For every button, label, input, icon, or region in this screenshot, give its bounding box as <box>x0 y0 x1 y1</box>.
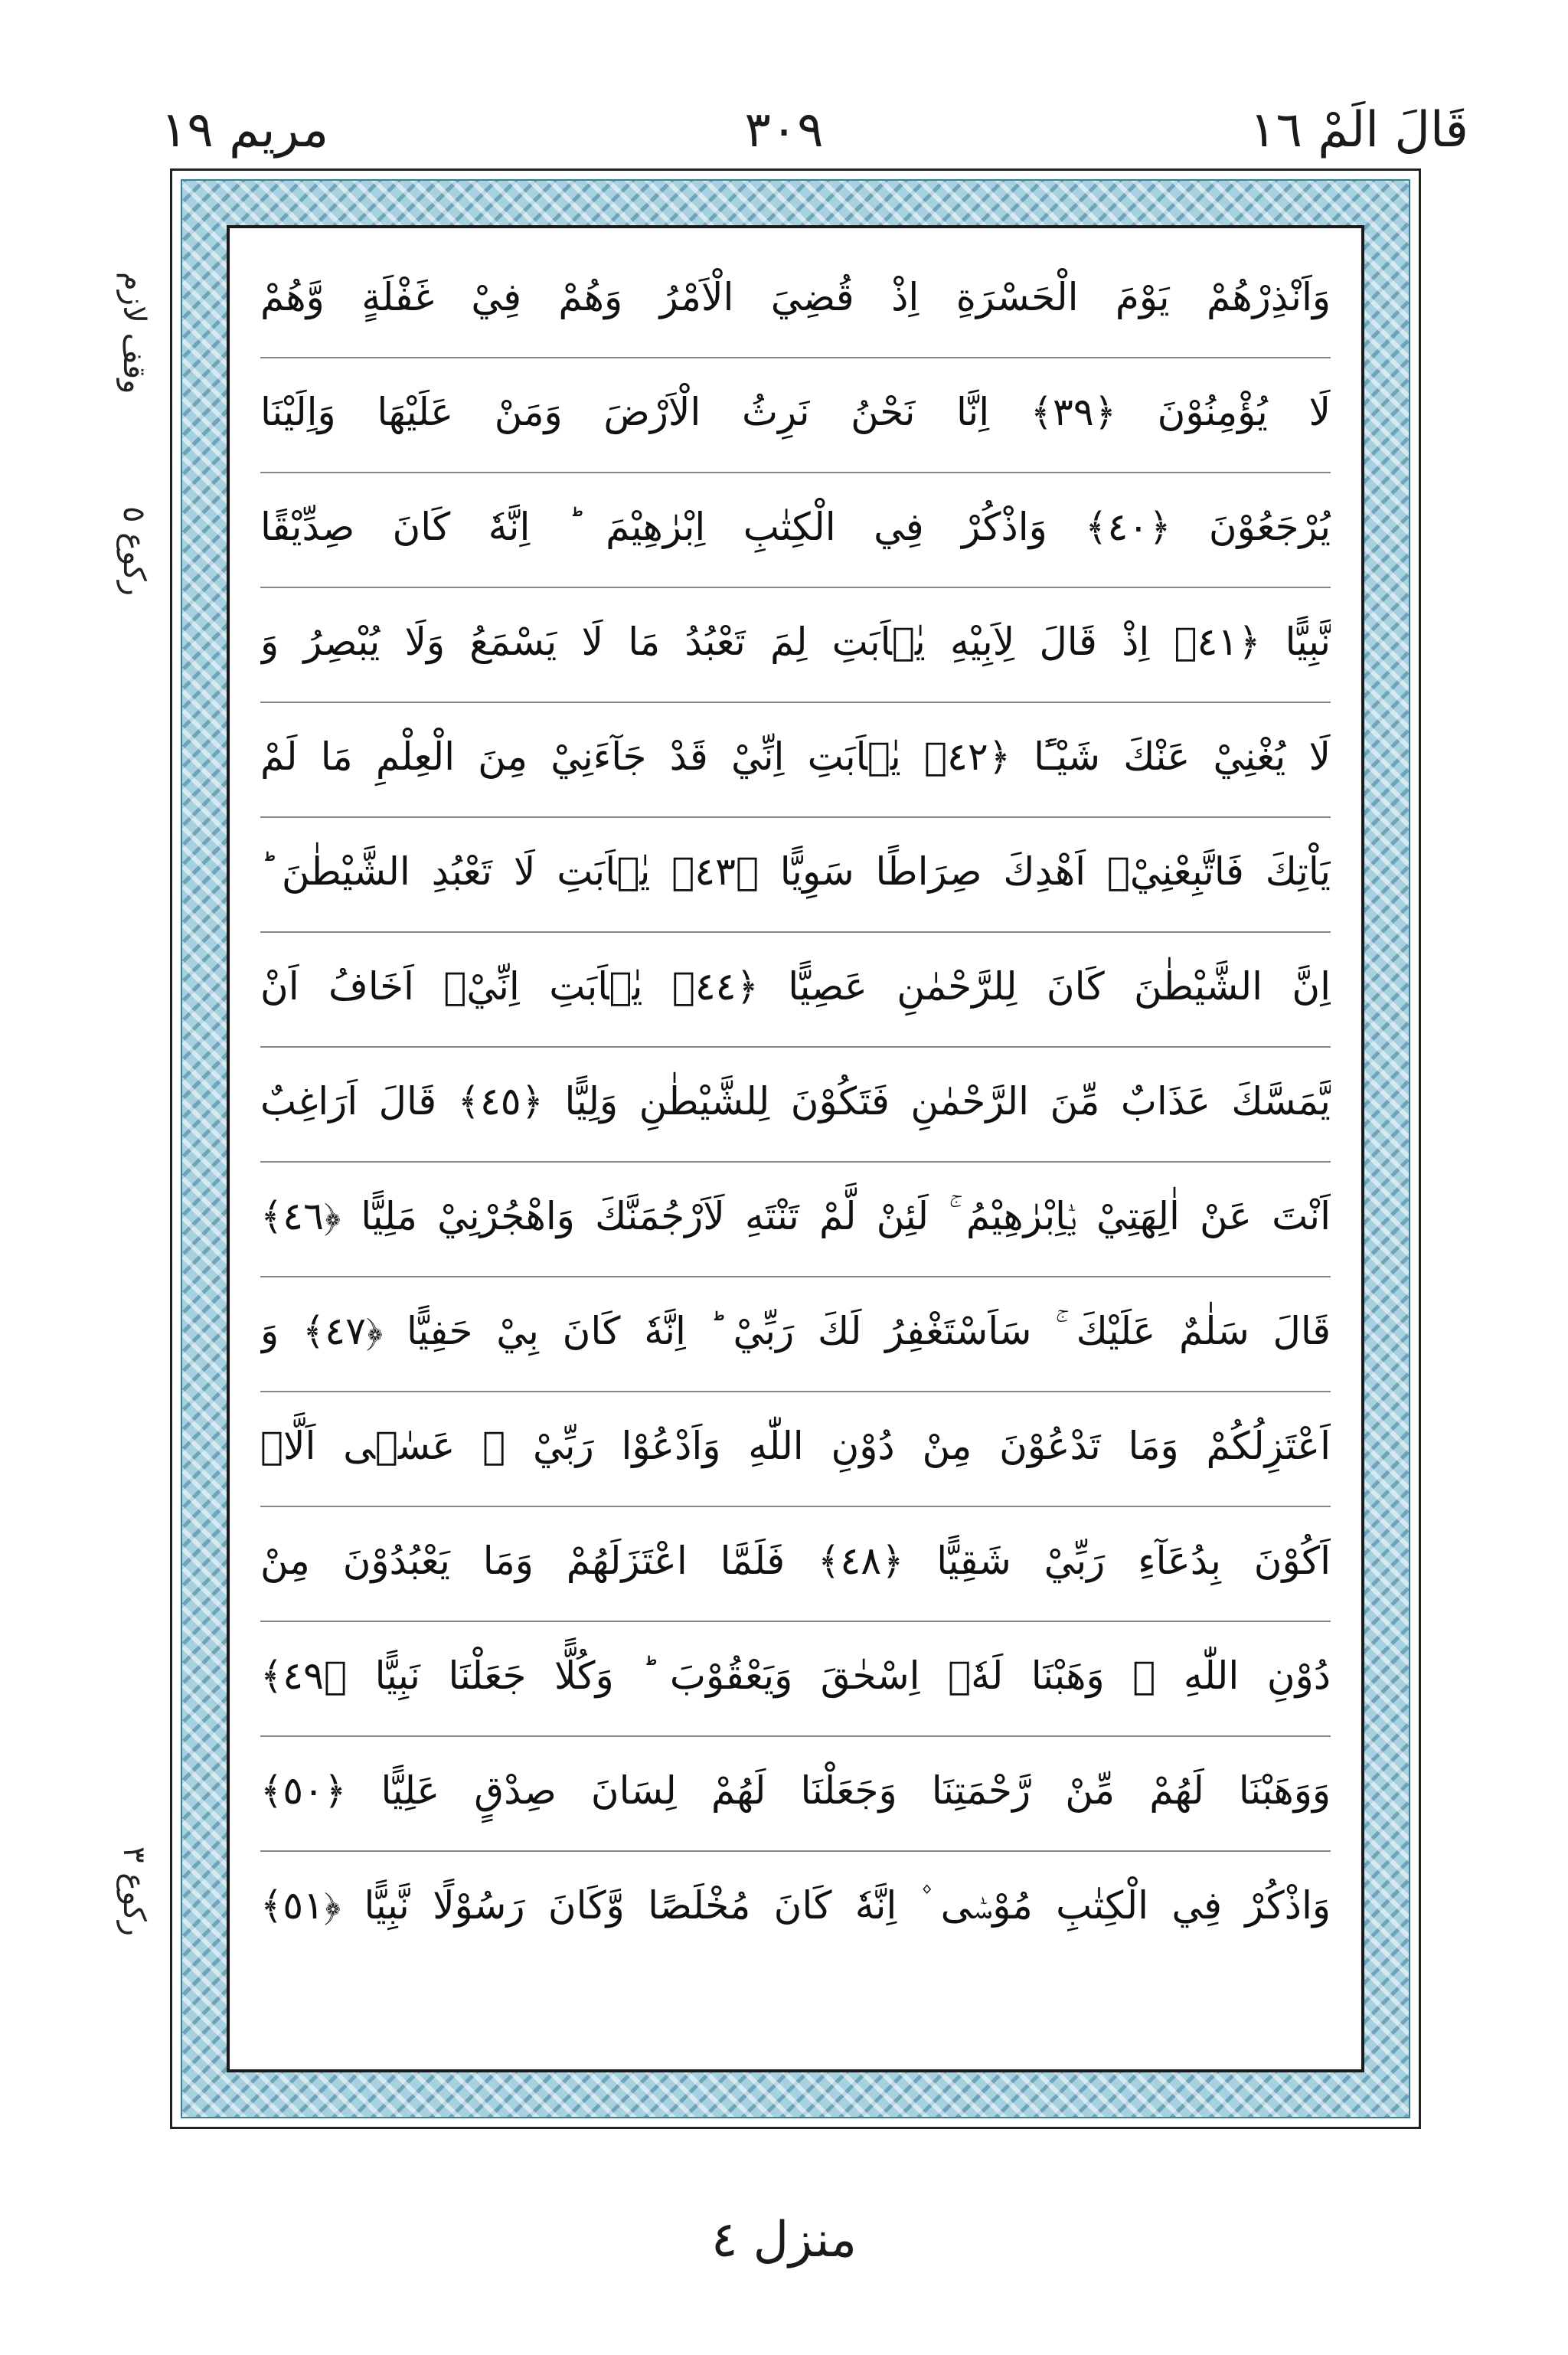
verse-line: نَّبِيًّا ﴿٤١﴾ اِذْ قَالَ لِاَبِيْهِ يٰۤاَبَتِ لِمَ تَعْبُدُ مَا لَا يَسْمَعُ وَلَا يُبْصِرُ وَ <box>260 588 1331 703</box>
verse-line: اَكُوْنَ بِدُعَآءِ رَبِّيْ شَقِيًّا ﴿٤٨﴾ فَلَمَّا اعْتَزَلَهُمْ وَمَا يَعْبُدُوْنَ مِنْ <box>260 1507 1331 1622</box>
verse-line: قَالَ سَلٰمٌ عَلَيْكَ ۚ سَاَسْتَغْفِرُ لَكَ رَبِّيْ ؕ اِنَّهٗ كَانَ بِيْ حَفِيًّا ﴿٤٧﴾ وَ <box>260 1277 1331 1392</box>
verse-line: وَاذْكُرْ فِي الْكِتٰبِ مُوْسٰۤى ۫ اِنَّهٗ كَانَ مُخْلَصًا وَّكَانَ رَسُوْلًا نَّبِيًّا ﴿٥١﴾ <box>260 1883 1331 1928</box>
verse-line: لَا يُغْنِيْ عَنْكَ شَيْـًٔا ﴿٤٢﴾ يٰۤاَبَتِ اِنِّيْ قَدْ جَآءَنِيْ مِنَ الْعِلْمِ مَا لَمْ <box>260 703 1331 818</box>
verse-panel <box>227 225 1364 2072</box>
surah-label: مريم ١٩ <box>161 102 329 159</box>
verse-line: اَنْتَ عَنْ اٰلِهَتِيْ يٰۤاِبْرٰهِيْمُ ۚ لَئِنْ لَّمْ تَنْتَهِ لَاَرْجُمَنَّكَ وَاهْجُرْنِيْ مَلِيًّا ﴿٤٦﴾ <box>260 1163 1331 1277</box>
verse-line: اَعْتَزِلُكُمْ وَمَا تَدْعُوْنَ مِنْ دُوْنِ اللّٰهِ وَاَدْعُوْا رَبِّيْ ۖ عَسٰۤى اَلَّاۤ <box>260 1392 1331 1507</box>
verse-line: يَّمَسَّكَ عَذَابٌ مِّنَ الرَّحْمٰنِ فَتَكُوْنَ لِلشَّيْطٰنِ وَلِيًّا ﴿٤٥﴾ قَالَ اَرَاغِبٌ <box>260 1048 1331 1163</box>
manzil-label: منزل ٤ <box>710 2212 858 2268</box>
verse-line: يَاْتِكَ فَاتَّبِعْنِيْۤ اَهْدِكَ صِرَاطًا سَوِيًّا ﴿٤٣﴾ يٰۤاَبَتِ لَا تَعْبُدِ الشَّيْطٰنَ ؕ <box>260 818 1331 933</box>
verse-line: لَا يُؤْمِنُوْنَ ﴿٣٩﴾ اِنَّا نَحْنُ نَرِثُ الْاَرْضَ وَمَنْ عَلَيْهَا وَاِلَيْنَا <box>260 358 1331 473</box>
margin-note-ruku-bottom: ركوع ٣ <box>116 1846 152 1937</box>
juz-label: قَالَ الَمْ ١٦ <box>1250 102 1468 159</box>
margin-note-ruku-top: ركوع ٥ <box>116 506 152 597</box>
page-number: ٣٠٩ <box>744 102 824 159</box>
verse-line: وَوَهَبْنَا لَهُمْ مِّنْ رَّحْمَتِنَا وَجَعَلْنَا لَهُمْ لِسَانَ صِدْقٍ عَلِيًّا ﴿٥٠﴾ <box>260 1737 1331 1852</box>
verse-line: اِنَّ الشَّيْطٰنَ كَانَ لِلرَّحْمٰنِ عَصِيًّا ﴿٤٤﴾ يٰۤاَبَتِ اِنِّيْۤ اَخَافُ اَنْ <box>260 933 1331 1048</box>
verse-line: دُوْنِ اللّٰهِ ۙ وَهَبْنَا لَهٗۤ اِسْحٰقَ وَيَعْقُوْبَ ؕ وَكُلًّا جَعَلْنَا نَبِيًّا ﴿٤٩﴾ <box>260 1622 1331 1737</box>
margin-note-waqf: وقف لازم <box>116 272 152 394</box>
verse-line: وَاَنْذِرْهُمْ يَوْمَ الْحَسْرَةِ اِذْ قُضِيَ الْاَمْرُ وَهُمْ فِيْ غَفْلَةٍ وَّهُمْ <box>260 244 1331 358</box>
verse-line: يُرْجَعُوْنَ ﴿٤٠﴾ وَاذْكُرْ فِي الْكِتٰبِ اِبْرٰهِيْمَ ؕ اِنَّهٗ كَانَ صِدِّيْقًا <box>260 473 1331 588</box>
